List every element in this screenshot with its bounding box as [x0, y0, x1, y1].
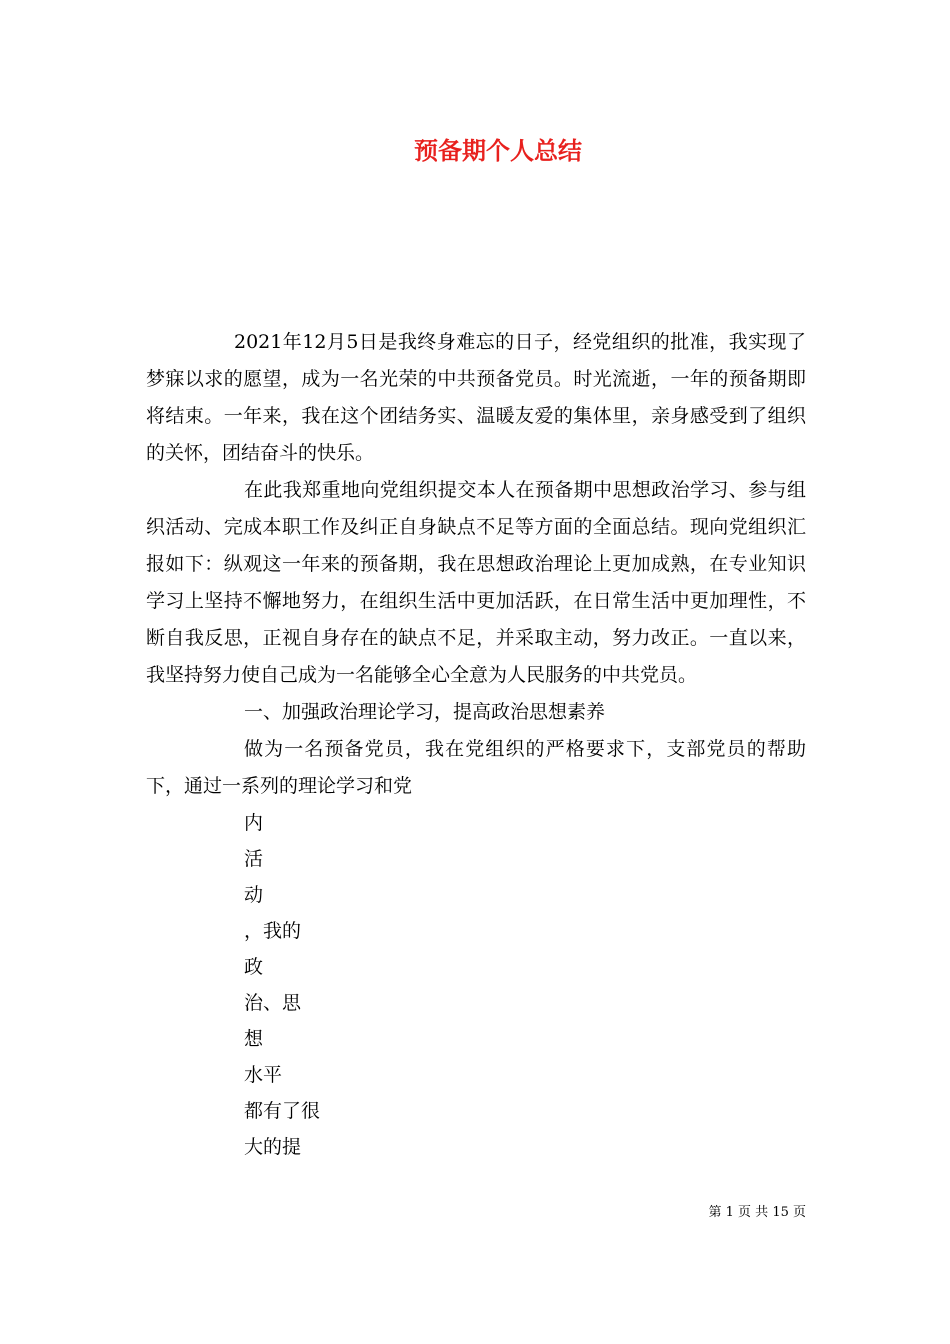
text-fragment: 想: [244, 1028, 264, 1050]
text-fragment: ，我的: [244, 920, 302, 942]
text-fragment: 水平: [244, 1064, 283, 1086]
page-number: 第 1 页 共 15 页: [708, 1205, 806, 1220]
text-fragment: 政: [244, 956, 264, 978]
section-paragraph: 做为一名预备党员，我在党组织的严格要求下，支部党员的帮助下，通过一系列的理论学习和党: [146, 738, 806, 797]
document-title: 预备期个人总结: [414, 136, 582, 165]
text-fragment: 内: [244, 812, 264, 834]
paragraph-intro: 2021年12月5日是我终身难忘的日子，经党组织的批准，我实现了梦寐以求的愿望，成为一名光荣的中共预备党员。时光流逝，一年的预备期即将结束。一年来，我在这个团结务实、温暖友爱的集体里，亲身感受到了组织的关怀，团结奋斗的快乐。: [146, 331, 806, 464]
text-fragment: 治、思: [244, 992, 302, 1014]
text-fragment: 大的提: [244, 1136, 302, 1158]
paragraph-summary: 在此我郑重地向党组织提交本人在预备期中思想政治学习、参与组织活动、完成本职工作及纠正自身缺点不足等方面的全面总结。现向党组织汇报如下：纵观这一年来的预备期，我在思想政治理论上更加成熟，在专业知识学习上坚持不懈地努力，在组织生活中更加活跃，在日常生活中更加理性，不断自我反思，正视自身存在的缺点不足，并采取主动，努力改正。一直以来，我坚持努力使自己成为一名能够全心全意为人民服务的中共党员。: [146, 479, 806, 686]
text-fragment: 都有了很: [244, 1100, 321, 1122]
section-heading: 一、加强政治理论学习，提高政治思想素养: [244, 701, 606, 723]
fragment-list: [146, 805, 806, 1165]
text-fragment: 动: [244, 884, 264, 906]
text-fragment: 活: [244, 848, 264, 870]
document-body: [146, 324, 806, 1165]
